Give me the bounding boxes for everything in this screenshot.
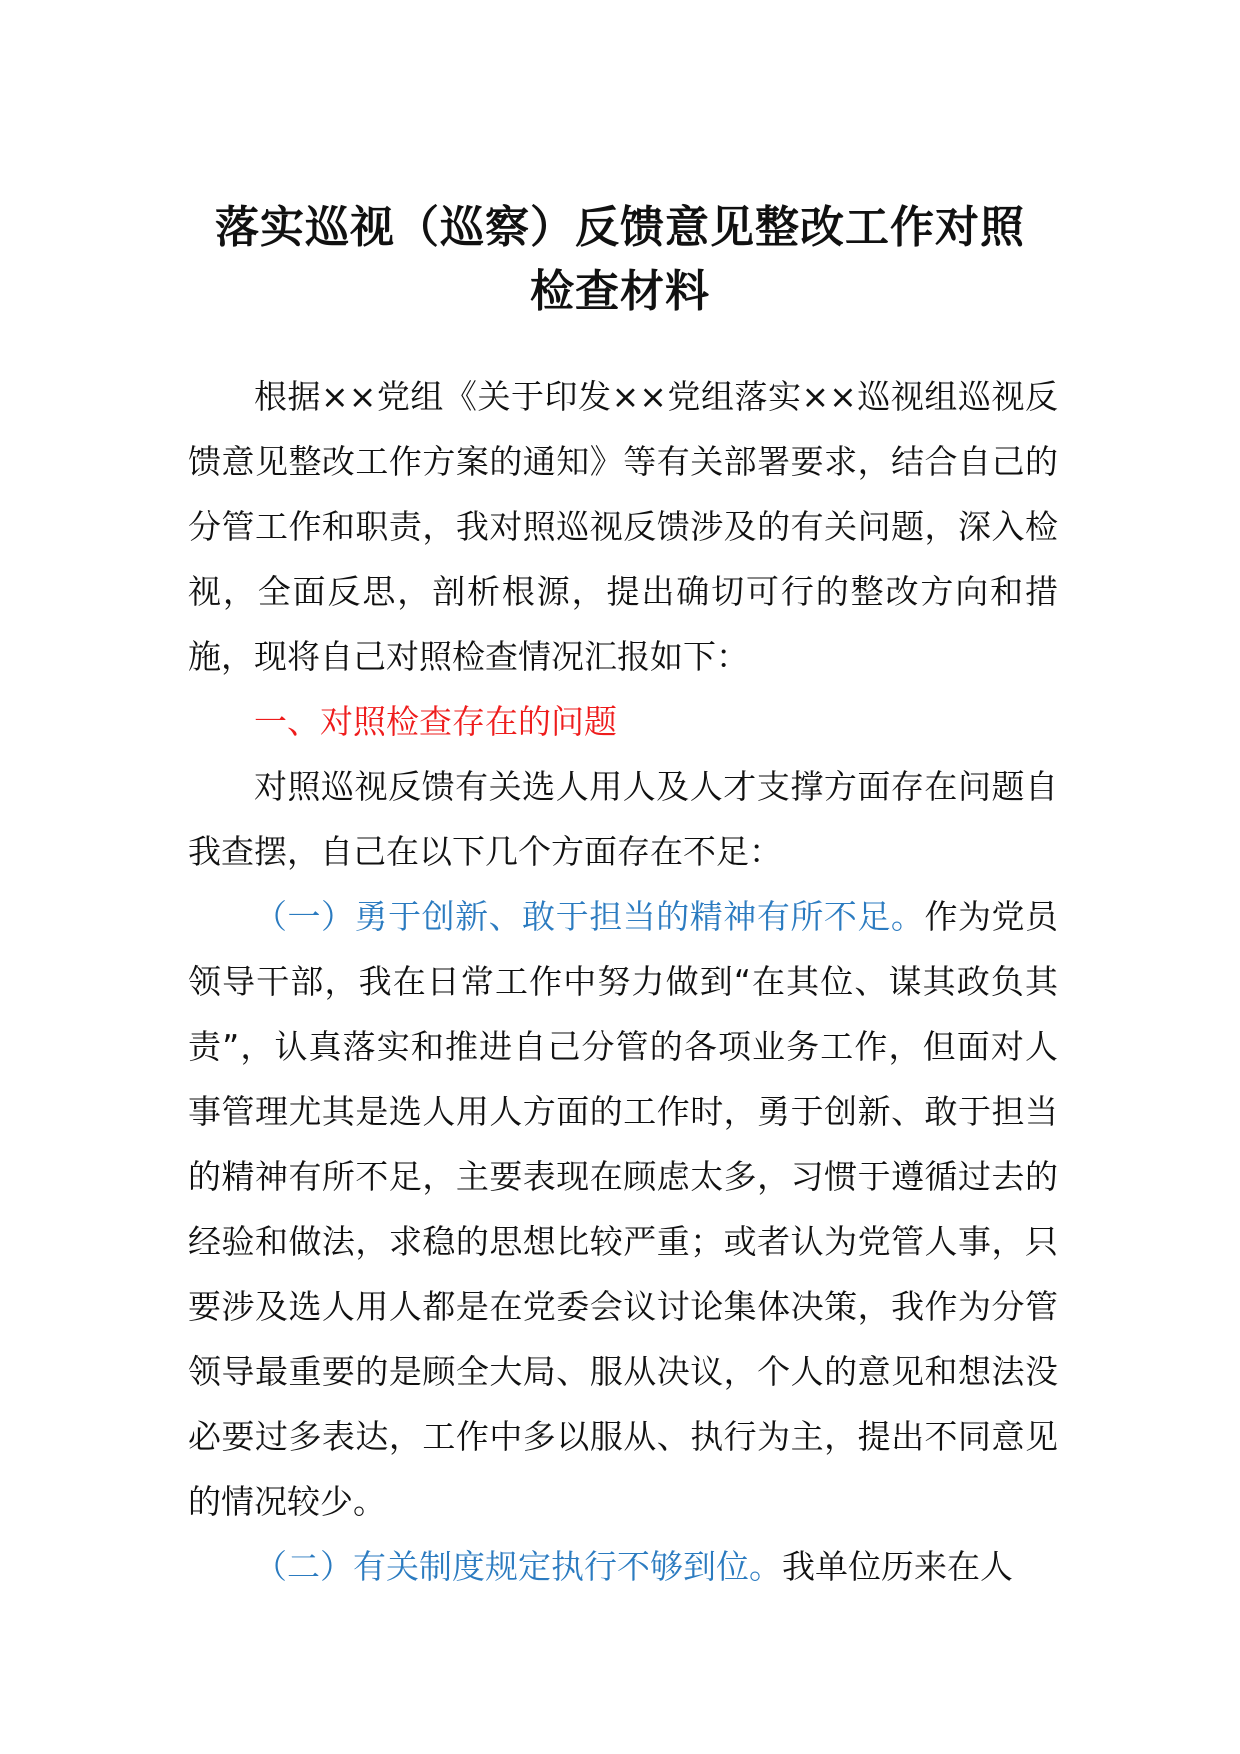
document-title — [150, 196, 1090, 324]
item-1-body: 作为党员领导干部，我在日常工作中努力做到“在其位、谋其政负其责”，认真落实和推进自己分管的各项业务工作，但面对人事管理尤其是选人用人方面的工作时，勇于创新、敢于担当的精神有所不足，主要表现在顾虑太多，习惯于遵循过去的经验和做法，求稳的思想比较严重；或者认为党管人事，只要涉及选人用人都是在党委会议讨论集体决策，我作为分管领导最重要的是顾全大局、服从决议，个人的意见和想法没必要过多表达，工作中多以服从、执行为主，提出不同意见的情况较少。 — [188, 897, 1059, 1521]
intro-paragraph: 根据××党组《关于印发××党组落实××巡视组巡视反馈意见整改工作方案的通知》等有关部署要求，结合自己的分管工作和职责，我对照巡视反馈涉及的有关问题，深入检视，全面反思，剖析根源，提出确切可行的整改方向和措施，现将自己对照检查情况汇报如下： — [188, 377, 1058, 676]
title-line-1: 落实巡视（巡察）反馈意见整改工作对照 — [215, 202, 1025, 253]
item-2-heading: （二）有关制度规定执行不够到位。 — [254, 1547, 782, 1586]
item-1-paragraph — [188, 884, 1058, 1534]
title-line-2: 检查材料 — [530, 266, 710, 317]
item-2-paragraph — [188, 1534, 1058, 1599]
section-intro-paragraph: 对照巡视反馈有关选人用人及人才支撑方面存在问题自我查摆，自己在以下几个方面存在不足： — [188, 767, 1058, 871]
item-2-body: 我单位历来在人 — [782, 1547, 1013, 1586]
document-body — [188, 364, 1058, 1599]
item-1-heading: （一）勇于创新、敢于担当的精神有所不足。 — [254, 897, 925, 936]
section-heading-1: 一、对照检查存在的问题 — [254, 702, 617, 741]
